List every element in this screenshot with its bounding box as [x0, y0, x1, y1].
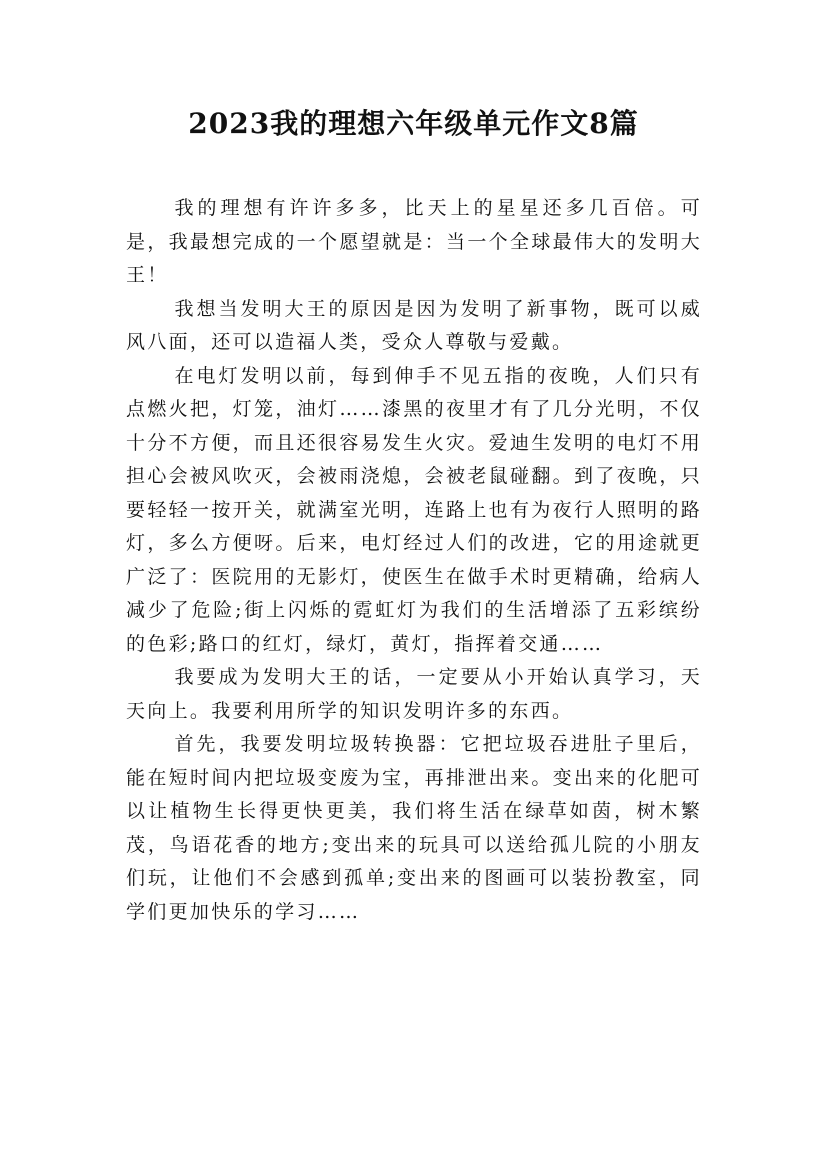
paragraph: 我的理想有许许多多，比天上的星星还多几百倍。可是，我最想完成的一个愿望就是：当一个全球最伟大的发明大王！ — [126, 197, 702, 286]
paragraph: 首先，我要发明垃圾转换器：它把垃圾吞进肚子里后，能在短时间内把垃圾变废为宝，再排泄出来。变出来的化肥可以让植物生长得更快更美，我们将生活在绿草如茵，树木繁茂，鸟语花香的地方;变出来的玩具可以送给孤儿院的小朋友们玩，让他们不会感到孤单;变出来的图画可以装扮教室，同学们更加快乐的学习…… — [126, 733, 702, 923]
paragraph: 我要成为发明大王的话，一定要从小开始认真学习，天天向上。我要利用所学的知识发明许多的东西。 — [126, 666, 702, 722]
paragraph: 在电灯发明以前，每到伸手不见五指的夜晚，人们只有点燃火把，灯笼，油灯……漆黑的夜里才有了几分光明，不仅十分不方便，而且还很容易发生火灾。爱迪生发明的电灯不用担心会被风吹灭，会被雨浇熄，会被老鼠碰翻。到了夜晚，只要轻轻一按开关，就满室光明，连路上也有为夜行人照明的路灯，多么方便呀。后来，电灯经过人们的改进，它的用途就更广泛了：医院用的无影灯，使医生在做手术时更精确，给病人减少了危险;街上闪烁的霓虹灯为我们的生活增添了五彩缤纷的色彩;路口的红灯，绿灯，黄灯，指挥着交通…… — [126, 364, 702, 655]
paragraph: 我想当发明大王的原因是因为发明了新事物，既可以威风八面，还可以造福人类，受众人尊敬与爱戴。 — [126, 297, 702, 353]
document-title: 2023我的理想六年级单元作文8篇 — [188, 107, 639, 140]
document-body — [126, 192, 702, 929]
